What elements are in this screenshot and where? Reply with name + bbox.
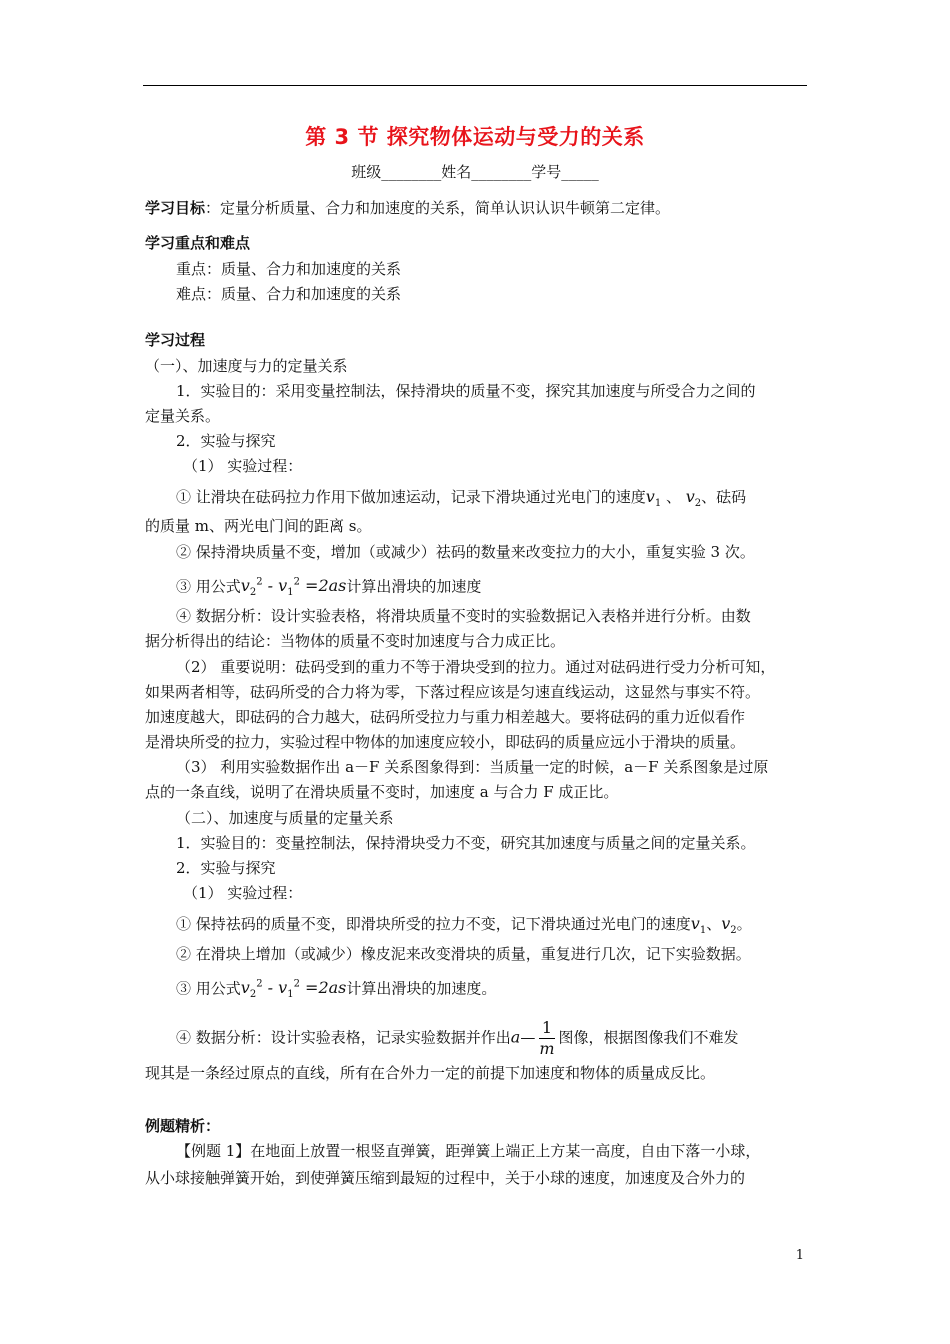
part1-step1b: 的质量 m、两光电门间的距离 s。 <box>145 517 372 535</box>
part1-step4a: ④ 数据分析：设计实验表格，将滑块质量不变时的实验数据记入表格并进行分析。由数 <box>176 607 751 625</box>
graph-line-1: （3） 利用实验数据作出 a－F 关系图象得到：当质量一定的时候，a－F 关系图象是过原 <box>176 758 769 776</box>
example1-line1: 【例题 1】在地面上放置一根竖直弹簧，距弹簧上端正上方某一高度，自由下落一小球， <box>176 1142 761 1160</box>
examples-heading: 例题精析： <box>145 1117 221 1135</box>
fraction-one-over-m: $\frac{1}{m}$ <box>539 1018 555 1058</box>
formula-kinematic-b: $v_2^2 - v_1^2 =2as$ <box>240 978 347 1001</box>
part2-step1: ① 保持祛码的质量不变，即滑块所受的拉力不变，记下滑块通过光电门的速度$v_1$、$v_2$。 <box>176 914 752 937</box>
part2-step2: ② 在滑块上增加（或减少）橡皮泥来改变滑块的质量，重复进行几次，记下实验数据。 <box>176 945 751 963</box>
formula-kinematic: $v_2^2 - v_1^2 =2as$ <box>240 576 347 599</box>
example1-line2: 从小球接触弹簧开始，到使弹簧压缩到最短的过程中，关于小球的速度，加速度及合外力的 <box>145 1169 746 1187</box>
page-number: 1 <box>795 1248 804 1263</box>
difficulty: 难点：质量、合力和加速度的关系 <box>176 285 402 303</box>
velocity-v1: $v_1$ <box>645 487 662 510</box>
key-point: 重点：质量、合力和加速度的关系 <box>176 260 402 278</box>
part1-step4b: 据分析得出的结论：当物体的质量不变时加速度与合力成正比。 <box>145 632 566 650</box>
focus-heading: 学习重点和难点 <box>145 234 251 252</box>
part2-sub1: （1） 实验过程： <box>183 884 303 902</box>
learning-goal <box>145 198 810 218</box>
part2-explore: 2．实验与探究 <box>176 859 276 877</box>
note-line-2: 如果两者相等，砝码所受的合力将为零，下落过程应该是匀速直线运动，这显然与事实不符。 <box>145 683 761 701</box>
part1-purpose-1: 1．实验目的：采用变量控制法，保持滑块的质量不变，探究其加速度与所受合力之间的 <box>176 382 756 400</box>
part1-step1: ① 让滑块在砝码拉力作用下做加速运动，记录下滑块通过光电门的速度$v_1$ 、 $v_2$、砝码 <box>176 487 747 510</box>
note-line-1: （2） 重要说明：砝码受到的重力不等于滑块受到的拉力。通过对砝码进行受力分析可知， <box>176 658 776 676</box>
part1-step2: ② 保持滑块质量不变，增加（或减少）祛码的数量来改变拉力的大小，重复实验 3 次。 <box>176 543 755 561</box>
velocity-v2: $v_2$ <box>685 487 702 510</box>
graph-line-2: 点的一条直线，说明了在滑块质量不变时，加速度 a 与合力 F 成正比。 <box>145 783 619 801</box>
part2-heading: （二）、加速度与质量的定量关系 <box>176 809 394 827</box>
goal-label: 学习目标 <box>145 199 206 217</box>
part1-heading: （一）、加速度与力的定量关系 <box>145 357 348 375</box>
process-heading: 学习过程 <box>145 331 206 349</box>
part1-sub1: （1） 实验过程： <box>183 457 303 475</box>
part1-purpose-2: 定量关系。 <box>145 407 221 425</box>
part2-step3: ③ 用公式$v_2^2 - v_1^2 =2as$计算出滑块的加速度。 <box>176 978 497 1001</box>
fraction-a: a <box>510 1027 521 1047</box>
part1-step1-text: ① 让滑块在砝码拉力作用下做加速运动，记录下滑块通过光电门的速度 <box>176 488 646 506</box>
header-rule <box>143 85 807 86</box>
page-title: 第 3 节 探究物体运动与受力的关系 <box>305 125 645 149</box>
part2-purpose: 1．实验目的：变量控制法，保持滑块受力不变，研究其加速度与质量之间的定量关系。 <box>176 834 756 852</box>
part1-explore: 2．实验与探究 <box>176 432 276 450</box>
part1-step3: ③ 用公式$v_2^2 - v_1^2 =2as$计算出滑块的加速度 <box>176 576 482 599</box>
part2-step4: ④ 数据分析：设计实验表格，记录实验数据并作出a— $\frac{1}{m}$ 图像，根据图像我们不难发 <box>176 1018 739 1058</box>
velocity-v2-b: $v_2$ <box>721 914 737 937</box>
note-line-4: 是滑块所受的拉力，实验过程中物体的加速度应较小，即砝码的质量应远小于滑块的质量。 <box>145 733 746 751</box>
header-fields: 班级________姓名________学号_____ <box>351 163 599 181</box>
note-line-3: 加速度越大，即砝码的合力越大，砝码所受拉力与重力相差越大。要将砝码的重力近似看作 <box>145 708 746 726</box>
part2-step4b: 现其是一条经过原点的直线，所有在合外力一定的前提下加速度和物体的质量成反比。 <box>145 1064 716 1082</box>
part1-step1-tail: 、砝码 <box>701 488 747 506</box>
goal-text: ：定量分析质量、合力和加速度的关系，简单认识认识牛顿第二定律。 <box>205 199 671 217</box>
velocity-v1-b: $v_1$ <box>690 914 707 937</box>
